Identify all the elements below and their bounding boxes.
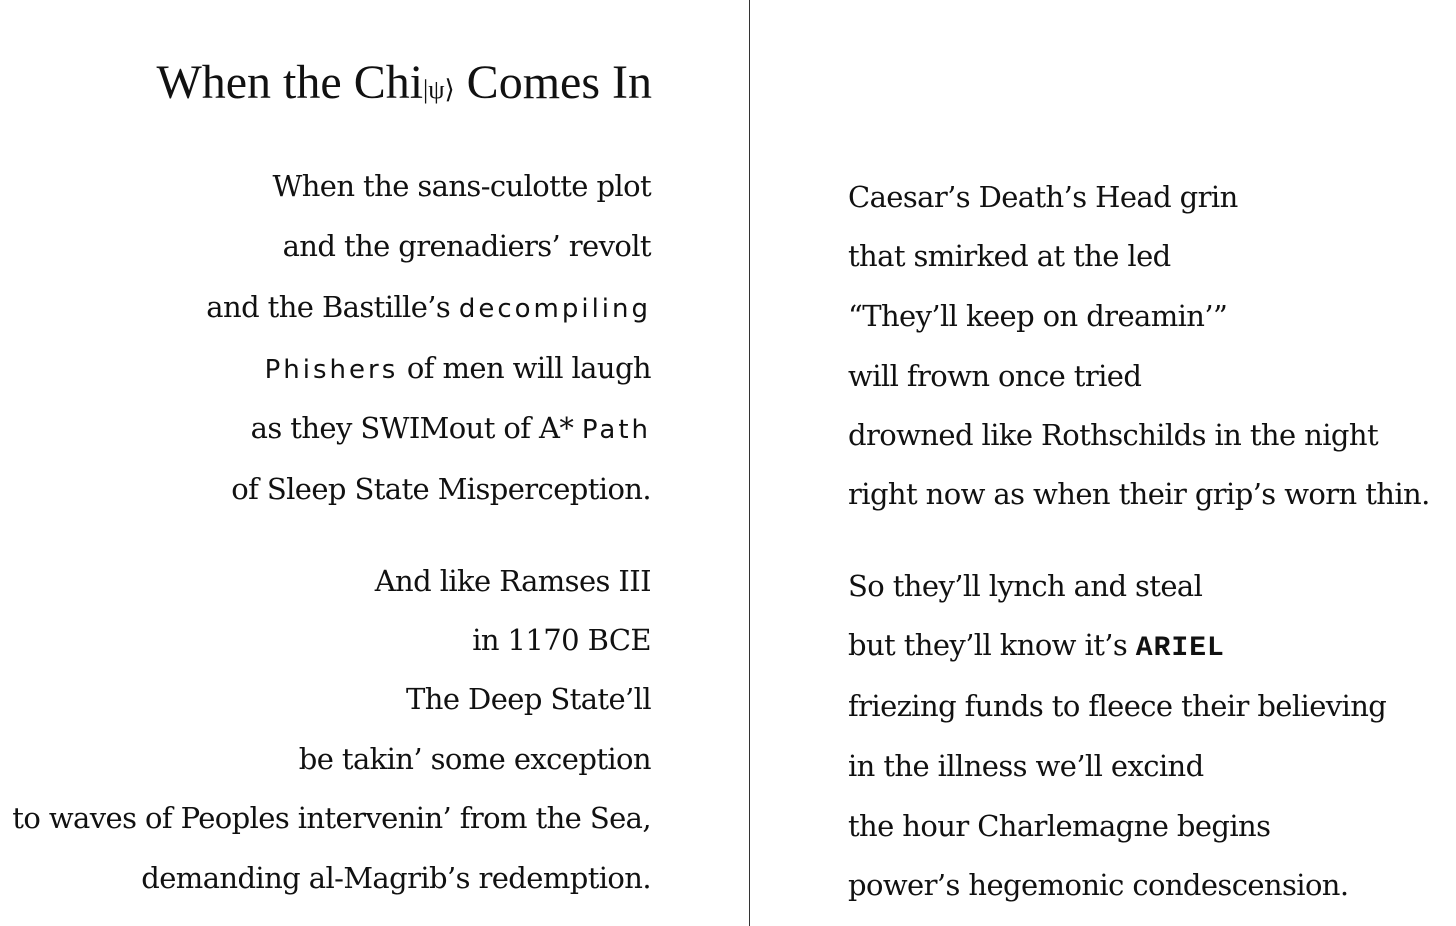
title-suffix: Comes In [454,56,652,109]
line-suffix: of men will laugh [398,351,651,385]
title-main: When the Chi [156,56,424,109]
line-prefix: and the Bastille’s [206,290,459,324]
left-stanza-2-line-3: The Deep State’ll [406,682,651,716]
right-stanza-2-line-6: power’s hegemonic condescension. [848,868,1349,902]
left-stanza-1-line-2: and the grenadiers’ revolt [282,229,651,263]
styled-word: Path [581,415,651,445]
right-stanza-1-line-5: drowned like Rothschilds in the night [848,418,1379,452]
title-symbol: |ψ⟩ [423,75,455,104]
right-stanza-1-line-2: that smirked at the led [848,239,1171,273]
left-stanza-1-line-3 [206,289,651,327]
left-stanza-2-line-4: be takin’ some exception [298,742,651,776]
styled-word: Phishers [264,355,399,385]
left-stanza-2-line-6: demanding al-Magrib’s redemption. [141,861,651,895]
right-stanza-1-line-3: “They’ll keep on dreamin’” [848,299,1228,333]
right-stanza-1-line-4: will frown once tried [848,359,1142,393]
right-stanza-2-line-2 [848,627,1225,667]
left-stanza-1-line-1: When the sans-culotte plot [272,169,651,203]
page-divider [749,0,750,926]
mono-word: ARIEL [1135,633,1225,664]
styled-word: decompiling [458,294,651,324]
right-stanza-2-line-3: friezing funds to fleece their believing [848,689,1387,723]
poem-title [40,54,652,119]
right-stanza-1-line-6: right now as when their grip’s worn thin. [848,477,1430,511]
right-stanza-1-line-1: Caesar’s Death’s Head grin [848,180,1238,214]
line-prefix: as they SWIMout of A* [250,411,582,445]
left-stanza-2-line-2: in 1170 BCE [472,623,651,657]
right-stanza-2-line-1: So they’ll lynch and steal [848,569,1203,603]
left-stanza-2-line-5: to waves of Peoples intervenin’ from the Sea, [12,801,651,835]
left-stanza-2-line-1: And like Ramses III [374,564,651,598]
right-stanza-2-line-4: in the illness we’ll excind [848,749,1204,783]
left-stanza-1-line-5 [251,410,651,448]
line-prefix: but they’ll know it’s [848,628,1136,662]
left-stanza-1-line-6: of Sleep State Misperception. [231,472,651,506]
right-stanza-2-line-5: the hour Charlemagne begins [848,809,1271,843]
left-stanza-1-line-4 [265,350,651,388]
